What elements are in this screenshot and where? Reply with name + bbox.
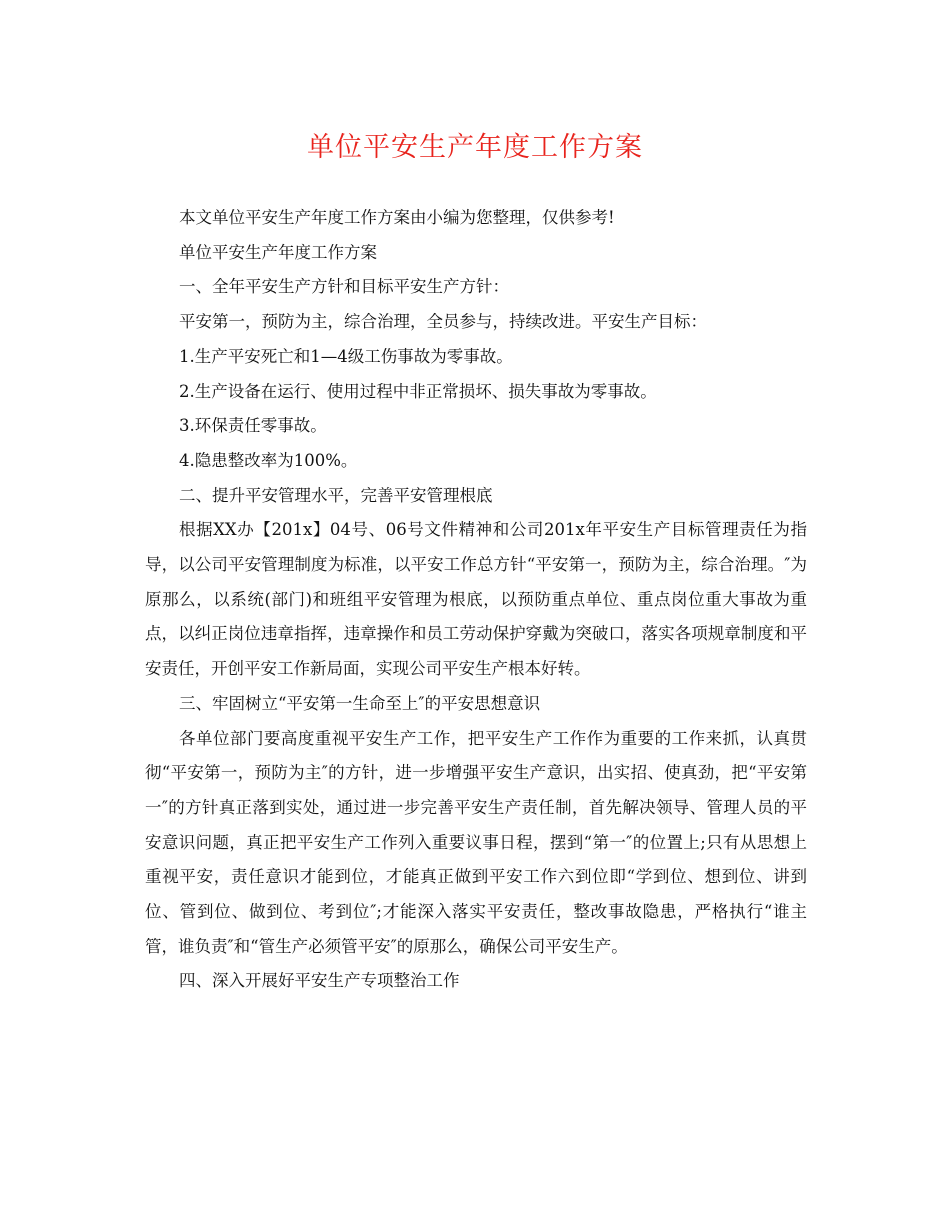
- section-heading-4: 四、深入开展好平安生产专项整治工作: [179, 971, 460, 991]
- subtitle-paragraph: 单位平安生产年度工作方案: [179, 242, 377, 262]
- section-heading-2: 二、提升平安管理水平，完善平安管理根底: [179, 485, 493, 505]
- section-2-body: 根据XX办【201x】04号、06号文件精神和公司201x年平安生产目标管理责任为指导，以公司平安管理制度为标准，以平安工作总方针“平安第一，预防为主，综合治理。″为原那么，以系统(部门)和班组平安管理为根底，以预防重点单位、重点岗位重大事故为重点，以纠正岗位违章指挥，违章操作和员工劳动保护穿戴为突破口，落实各项规章制度和平安责任，开创平安工作新局面，实现公司平安生产根本好转。: [145, 520, 807, 679]
- policy-paragraph: 平安第一，预防为主，综合治理，全员参与，持续改进。平安生产目标：: [179, 312, 707, 332]
- section-3-body: 各单位部门要高度重视平安生产工作，把平安生产工作作为重要的工作来抓，认真贯彻“平安第一，预防为主″的方针，进一步增强平安生产意识，出实招、使真劲，把“平安第一″的方针真正落到实处，通过进一步完善平安生产责任制，首先解决领导、管理人员的平安意识问题，真正把平安生产工作列入重要议事日程，摆到“第一″的位置上;只有从思想上重视平安，责任意识才能到位，才能真正做到平安工作六到位即“学到位、想到位、讲到位、管到位、做到位、考到位″;才能深入落实平安责任，整改事故隐患，严格执行“谁主管，谁负责″和“管生产必须管平安″的原那么，确保公司平安生产。: [145, 728, 807, 956]
- goal-item-4: 4.隐患整改率为100%。: [179, 450, 358, 470]
- section-heading-1: 一、全年平安生产方针和目标平安生产方针：: [179, 277, 509, 297]
- goal-item-1: 1.生产平安死亡和1—4级工伤事故为零事故。: [179, 346, 513, 366]
- goal-item-3: 3.环保责任零事故。: [179, 416, 327, 436]
- document-title: 单位平安生产年度工作方案: [307, 132, 643, 163]
- goal-item-2: 2.生产设备在运行、使用过程中非正常损坏、损失事故为零事故。: [179, 381, 657, 401]
- section-heading-3: 三、牢固树立“平安第一生命至上″的平安思想意识: [179, 693, 541, 713]
- document-body: [145, 201, 807, 999]
- intro-paragraph: 本文单位平安生产年度工作方案由小编为您整理，仅供参考!: [179, 208, 615, 227]
